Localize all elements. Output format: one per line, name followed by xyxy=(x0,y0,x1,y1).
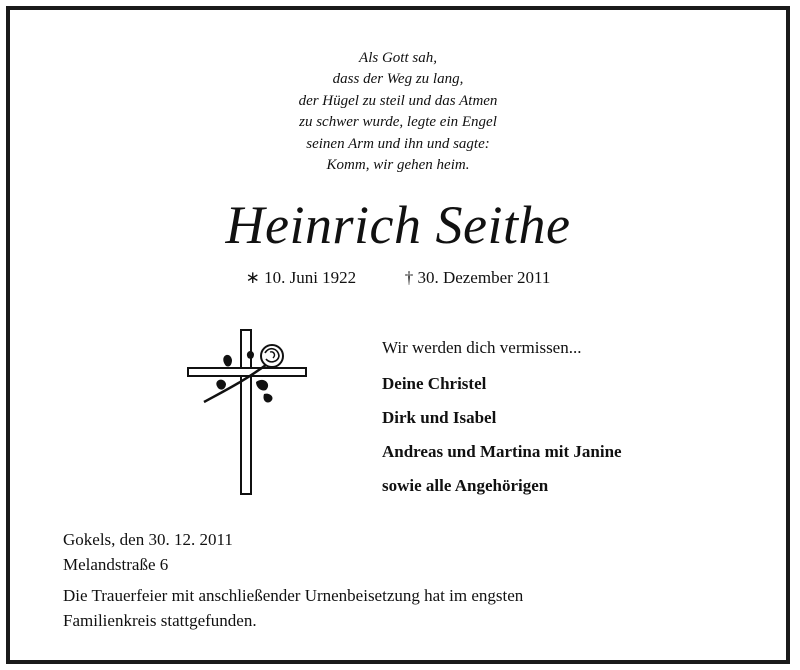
funeral-note-line: Die Trauerfeier mit anschließender Urnenbeisetzung hat im engsten xyxy=(63,586,524,605)
obituary-frame xyxy=(6,6,790,664)
poem-line: zu schwer wurde, legte ein Engel xyxy=(299,114,497,131)
birth-date: ∗ 10. Juni 1922 xyxy=(245,268,357,287)
life-dates xyxy=(10,268,786,288)
poem-line: Als Gott sah, xyxy=(359,50,437,66)
cross-with-rose-icon xyxy=(186,328,310,498)
poem-line: dass der Weg zu lang, xyxy=(332,71,464,88)
poem xyxy=(10,48,786,176)
deceased-name: Heinrich Seithe xyxy=(225,195,571,255)
mourner-name: Dirk und Isabel xyxy=(382,408,497,427)
mourner-name: Andreas und Martina mit Janine xyxy=(382,442,622,461)
mourner-name: Deine Christel xyxy=(382,374,487,393)
poem-line: seinen Arm und ihn und sagte: xyxy=(306,135,490,152)
funeral-note xyxy=(63,583,523,633)
address: Melandstraße 6 xyxy=(63,555,169,574)
place-date: Gokels, den 30. 12. 2011 xyxy=(63,530,233,549)
poem-line: der Hügel zu steil und das Atmen xyxy=(298,92,498,109)
poem-line: Komm, wir gehen heim. xyxy=(326,157,470,174)
death-date: † 30. Dezember 2011 xyxy=(404,268,551,287)
funeral-note-line: Familienkreis stattgefunden. xyxy=(63,611,257,630)
mourners-intro: Wir werden dich vermissen... xyxy=(382,338,582,357)
mourners xyxy=(382,333,622,503)
footer xyxy=(63,527,523,633)
mourner-name: sowie alle Angehörigen xyxy=(382,476,549,495)
